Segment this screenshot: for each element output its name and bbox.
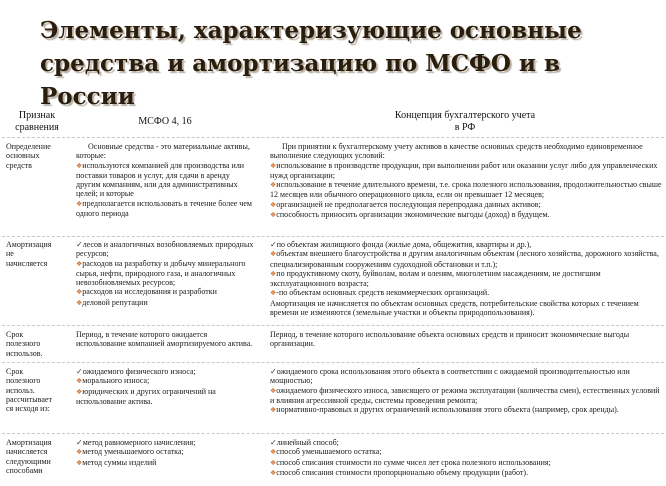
check-icon: ✓ (76, 367, 83, 376)
row-useful-life-basis-rf: ✓ожидаемого срока использования этого объекта в соответствии с ожидаемой производительностью или мощностью; ❖ожидаемого физического износа, зависящего от режима эксплуатации (количества смен), естественных условий и влияния агрессивной среды, системы проведения ремонта; ❖нормативно-правовых и других ограничений использования этого объекта (например, срок аренды). (270, 367, 660, 415)
title-line-1: Элементы, характеризующие основные (40, 17, 582, 44)
bullet-icon: ❖ (270, 386, 277, 395)
bullet-icon: ❖ (270, 161, 277, 170)
row-methods-ifrs: ✓метод равномерного начисления; ❖метод уменьшаемого остатка; ❖метод суммы изделий (76, 438, 196, 467)
bullet-icon: ❖ (270, 406, 277, 415)
row-definition-ifrs: Основные средства - это материальные активы, которые: ❖используются компанией для производства или поставки товаров и услуг, для сдачи в аренду другим компаниям, или для административных целей; и которые ❖предполагается использовать в течение более чем одного периода (76, 142, 252, 219)
bullet-icon: ❖ (76, 387, 83, 396)
row-methods-rf: ✓линейный способ; ❖способ уменьшаемого остатка; ❖способ списания стоимости по сумме чисел лет срока полезного использования; ❖способ списания стоимости пропорционально объему продукции (работ). (270, 438, 551, 477)
bullet-icon: ❖ (270, 200, 277, 209)
row-no-depreciation-rf: ✓по объектам жилищного фонда (жилые дома, общежития, квартиры и др.), ❖объектам внешнего благоустройства и другим аналогичным объектам (лесного хозяйства, дорожного хозяйства, специализированным сооружениям судоходной обстановки и т.п.); ❖по продуктивному скоту, буйволам, волам и оленям, многолетним насаждениям, не достигшим эксплуатационного возраста; ❖-по объектам основных средств некоммерческих организаций. Амортизация не начисляется по объектам основных средств, потребительские свойства которых с течением времени не изменяются (земельные участки и объекты природопользования). (270, 240, 659, 318)
bullet-icon: ❖ (270, 211, 277, 220)
check-icon: ✓ (270, 240, 277, 249)
row-no-depreciation-ifrs: ✓лесов и аналогичных возобновляемых природных ресурсов; ❖расходов на разработку и добычу минерального сырья, нефти, природного газа, и аналогичных невозобновляемых ресурсов; ❖расходов на исследования и разработки ❖деловой репутации (76, 240, 254, 307)
row-useful-life-basis-ifrs: ✓ожидаемого физического износа; ❖морального износа; ❖юридических и других ограничений на использование актива. (76, 367, 216, 406)
bullet-icon: ❖ (270, 289, 277, 298)
bullet-icon: ❖ (76, 377, 83, 386)
row-definition-rf: При принятии к бухгалтерскому учету активов в качестве основных средств необходимо единовременное выполнение следующих условий: ❖использование в производстве продукции, при выполнении работ или оказании услуг либо для управленческих нужд организации; ❖использование в течение длительного времени, т.е. срока полезного использования, продолжительностью свыше 12 месяцев или обычного операционного цикла, если он превышает 12 месяцев; ❖организацией не предполагается последующая перепродажа данных активов; ❖способность приносить организации экономические выгоды (доход) в будущем. (270, 142, 662, 220)
row-divider (2, 362, 664, 363)
row-no-depreciation-label: Амортизация не начисляется (6, 240, 52, 268)
bullet-icon: ❖ (76, 458, 83, 467)
bullet-icon: ❖ (76, 161, 83, 170)
header-criterion: Признак сравнения (15, 110, 59, 133)
title-line-2: средства и амортизацию по МСФО и в России (40, 50, 560, 110)
bullet-icon: ❖ (270, 250, 277, 259)
header-ifrs: МСФО 4, 16 (138, 116, 192, 127)
bullet-icon: ❖ (76, 199, 83, 208)
bullet-icon: ❖ (270, 468, 277, 477)
bullet-icon: ❖ (76, 288, 83, 297)
header-divider (2, 137, 664, 138)
check-icon: ✓ (76, 438, 83, 447)
check-icon: ✓ (270, 438, 277, 447)
slide-title (40, 14, 660, 113)
row-useful-life-label: Срок полезного использов. (6, 330, 43, 358)
row-useful-life-ifrs: Период, в течение которого ожидается использование компанией амортизируемого актива. (76, 330, 253, 349)
bullet-icon: ❖ (270, 458, 277, 467)
check-icon: ✓ (270, 367, 277, 376)
row-divider (2, 325, 664, 326)
check-icon: ✓ (76, 240, 83, 249)
bullet-icon: ❖ (76, 259, 83, 268)
row-divider (2, 433, 664, 434)
bullet-icon: ❖ (270, 181, 277, 190)
bullet-icon: ❖ (270, 448, 277, 457)
row-useful-life-rf: Период, в течение которого использование объекта основных средств и приносит экономические выгоды организации. (270, 330, 630, 349)
bullet-icon: ❖ (270, 269, 277, 278)
bullet-icon: ❖ (76, 298, 83, 307)
header-rf: Концепция бухгалтерского учета в РФ (394, 110, 536, 133)
row-divider (2, 236, 664, 237)
bullet-icon: ❖ (76, 448, 83, 457)
row-useful-life-basis-label: Срок полезного использ. рассчитывает ся исходя из: (6, 367, 52, 414)
row-definition-label: Определение основных средств (6, 142, 51, 170)
row-methods-label: Амортизация начисляется следующими способами (6, 438, 52, 475)
